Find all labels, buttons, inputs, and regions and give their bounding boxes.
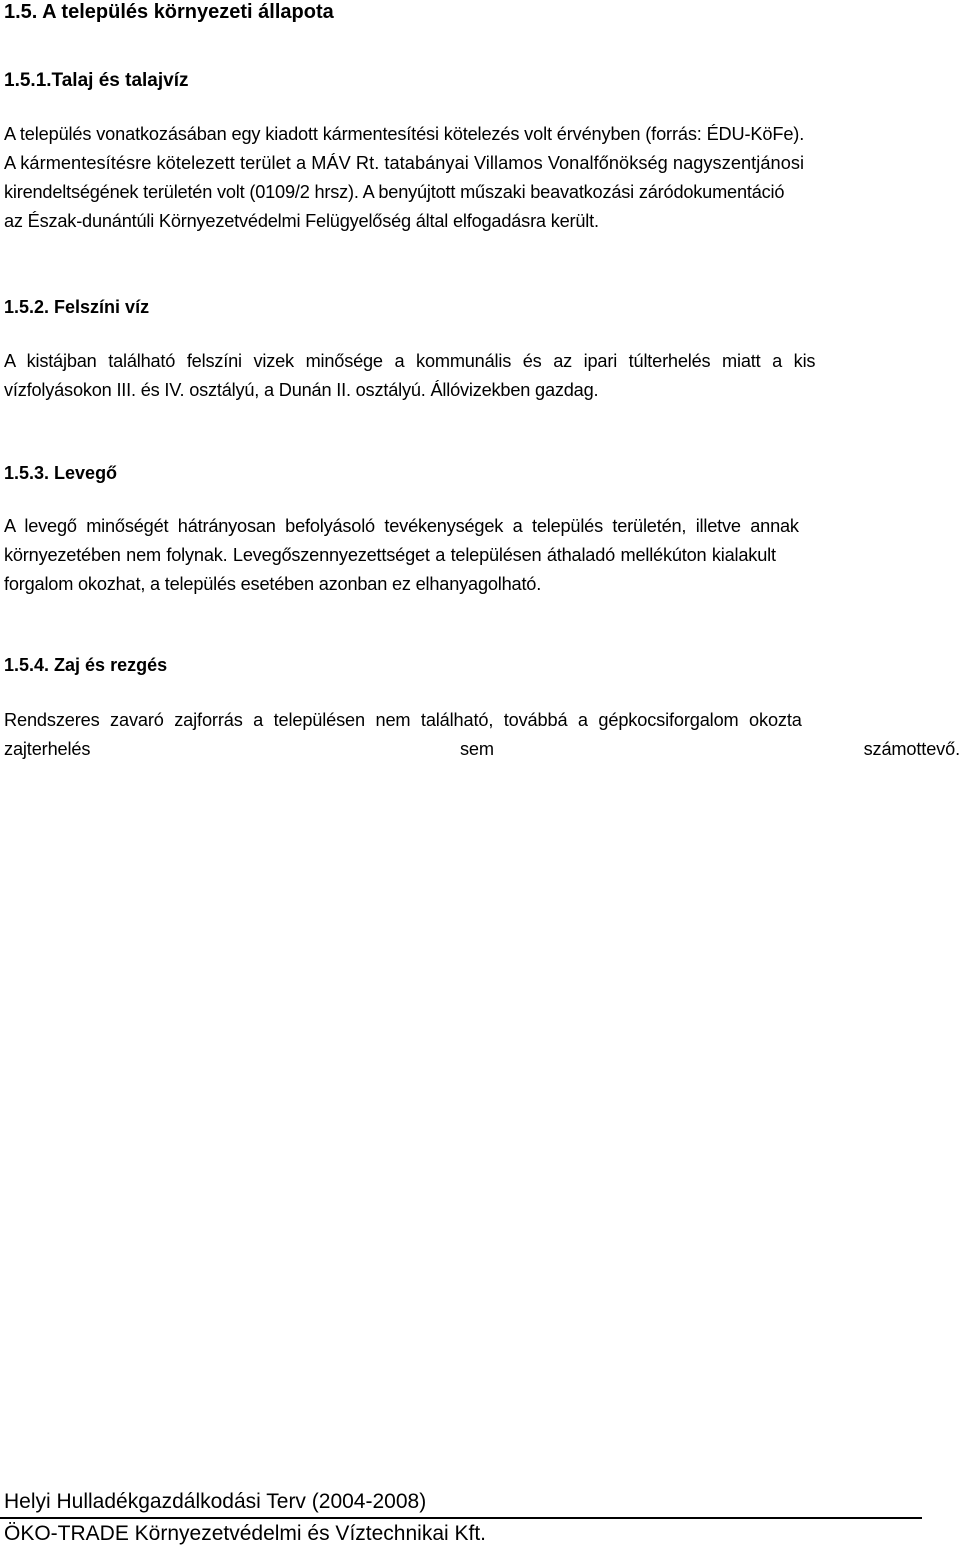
paragraph-line: vízfolyásokon III. és IV. osztályú, a Dunán II. osztályú. Állóvizekben gazdag. [4,380,599,400]
paragraph-line: A település vonatkozásában egy kiadott kármentesítési kötelezés volt érvényben (forrás: ÉDU-KöFe). [4,124,805,144]
paragraph-line: A kármentesítésre kötelezett terület a MÁV Rt. tatabányai Villamos Vonalfőnökség nagyszentjánosi [4,153,805,173]
footer-divider [0,1517,922,1519]
paragraph-line: kirendeltségének területén volt (0109/2 hrsz). A benyújtott műszaki beavatkozási záródokumentáció [4,182,785,202]
section-heading-levego: 1.5.3. Levegő [4,463,118,483]
paragraph-line: A levegő minőségét hátrányosan befolyásoló tevékenységek a település területén, illetve annak [4,516,799,536]
paragraph-line: környezetében nem folynak. Levegőszennyezettséget a településen áthaladó mellékúton kialakult [4,545,776,565]
paragraph-line: A kistájban található felszíni vizek minősége a kommunális és az ipari túlterhelés miatt a kis [4,351,816,371]
page-title: 1.5. A település környezeti állapota [4,1,334,23]
paragraph-line: Rendszeres zavaró zajforrás a településen nem található, továbbá a gépkocsiforgalom okozta [4,710,802,730]
paragraph-line-justified [4,735,960,764]
paragraph-line: az Észak-dunántúli Környezetvédelmi Felügyelőség által elfogadásra került. [4,211,599,231]
section-heading-felszini-viz: 1.5.2. Felszíni víz [4,297,150,317]
footer-company: ÖKO-TRADE Környezetvédelmi és Víztechnikai Kft. [4,1522,487,1545]
word: számottevő. [863,739,960,759]
section-heading-zaj: 1.5.4. Zaj és rezgés [4,655,168,675]
word: sem [459,739,494,759]
paragraph-felszini-viz [4,347,960,405]
paragraph-line: forgalom okozhat, a település esetében azonban ez elhanyagolható. [4,574,542,594]
paragraph-talaj [4,120,960,236]
footer-title: Helyi Hulladékgazdálkodási Terv (2004-2008) [4,1490,427,1513]
word: zajterhelés [4,739,91,759]
section-heading-talaj: 1.5.1.Talaj és talajvíz [4,70,189,91]
paragraph-levego [4,512,960,599]
paragraph-zaj [4,706,960,764]
